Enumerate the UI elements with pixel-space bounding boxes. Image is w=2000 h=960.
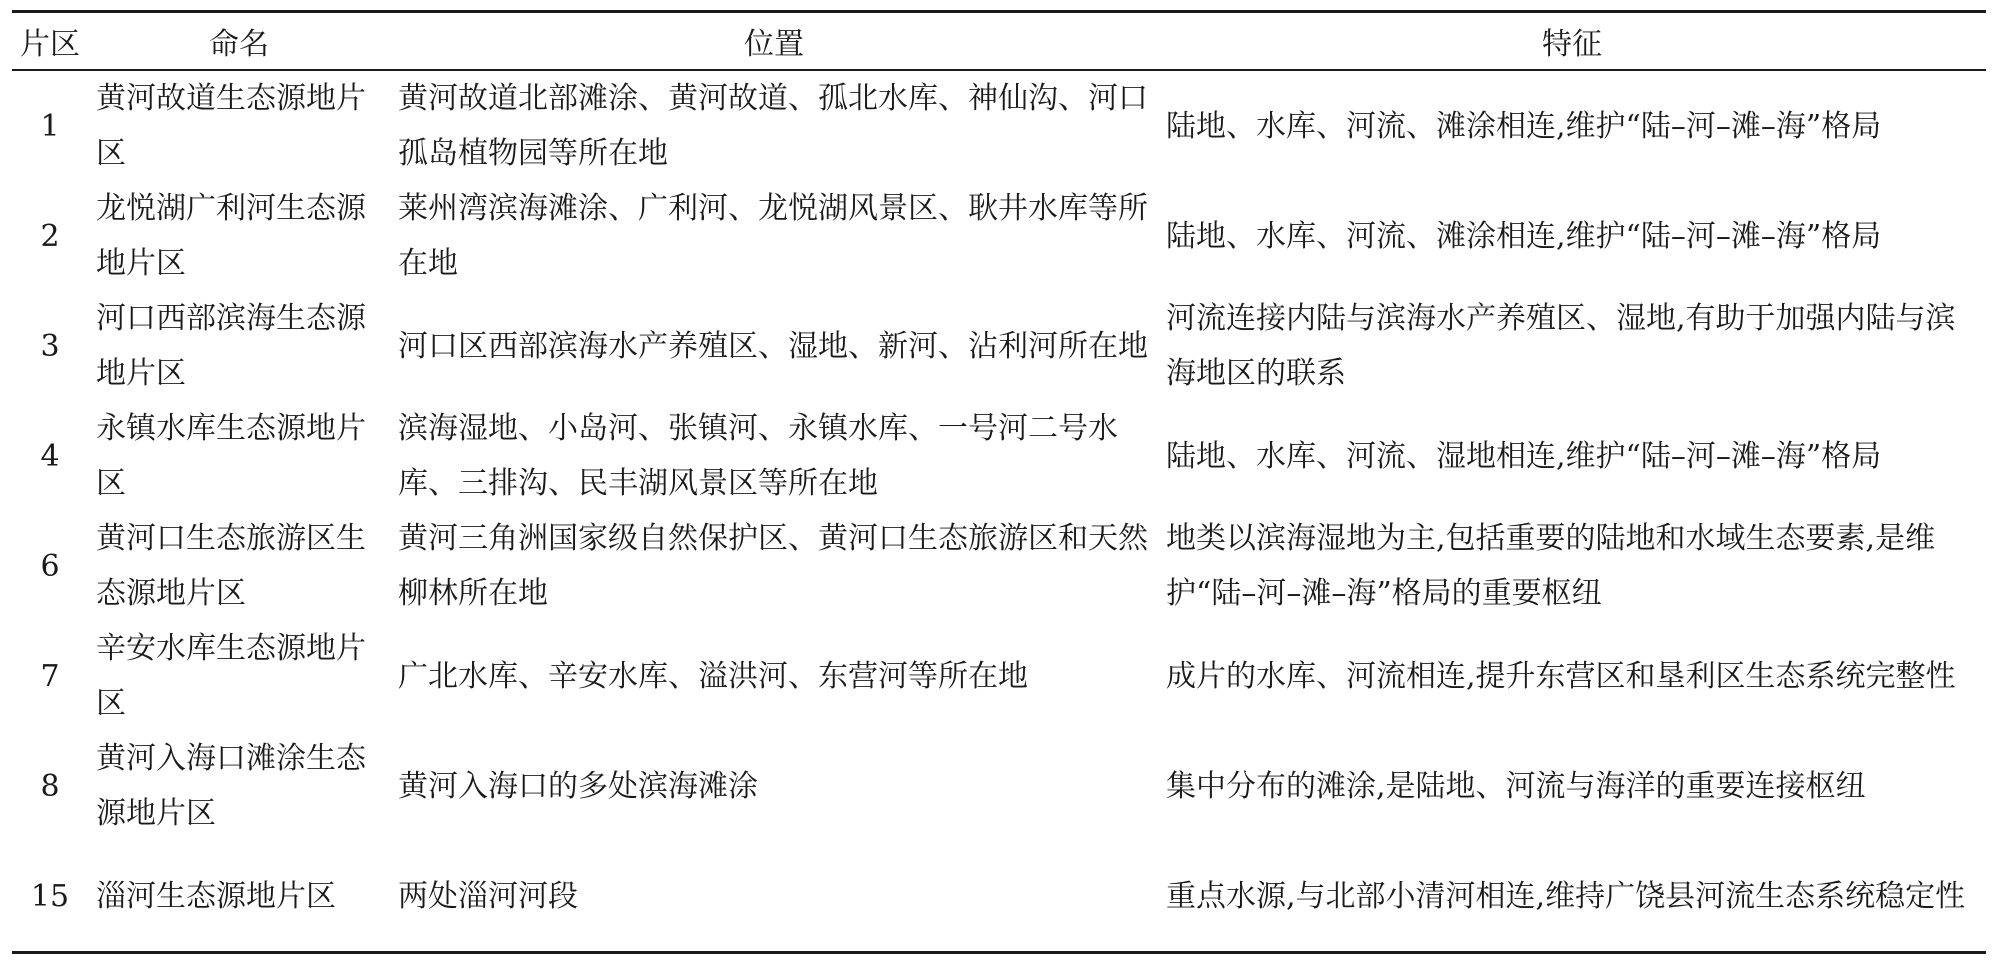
ecological-source-table: [12, 10, 1986, 954]
table-row: [12, 511, 1986, 621]
header-name: 命名: [88, 12, 390, 71]
table-row: [12, 181, 1986, 291]
header-feature: 特征: [1158, 12, 1986, 71]
header-zone: 片区: [12, 12, 88, 71]
zone-location: 黄河故道北部滩涂、黄河故道、孤北水库、神仙沟、河口孤岛植物园等所在地: [398, 81, 1148, 171]
table-container: [12, 10, 1986, 954]
zone-id: 3: [40, 328, 60, 364]
zone-id: 4: [40, 438, 60, 474]
zone-feature: 重点水源,与北部小清河相连,维持广饶县河流生态系统稳定性: [1166, 878, 1966, 914]
table-row: [12, 401, 1986, 511]
zone-location: 滨海湿地、小岛河、张镇河、永镇水库、一号河二号水库、三排沟、民丰湖风景区等所在地: [398, 411, 1118, 501]
zone-location: 河口区西部滨海水产养殖区、湿地、新河、沾利河所在地: [398, 328, 1148, 364]
zone-id: 2: [40, 218, 60, 254]
zone-name: 黄河入海口滩涂生态源地片区: [96, 741, 366, 831]
table-row: [12, 731, 1986, 841]
zone-id: 6: [40, 548, 60, 584]
zone-name: 黄河口生态旅游区生态源地片区: [96, 521, 366, 611]
zone-name: 淄河生态源地片区: [96, 878, 336, 914]
zone-location: 黄河入海口的多处滨海滩涂: [398, 768, 758, 804]
zone-feature: 地类以滨海湿地为主,包括重要的陆地和水域生态要素,是维护“陆–河–滩–海”格局的重要枢纽: [1166, 521, 1936, 611]
zone-feature: 陆地、水库、河流、滩涂相连,维护“陆–河–滩–海”格局: [1166, 218, 1882, 254]
header-row: [12, 12, 1986, 71]
zone-name: 河口西部滨海生态源地片区: [96, 301, 366, 391]
zone-id: 8: [40, 768, 60, 804]
zone-location: 莱州湾滨海滩涂、广利河、龙悦湖风景区、耿井水库等所在地: [398, 191, 1148, 281]
header-location: 位置: [390, 12, 1158, 71]
zone-location: 广北水库、辛安水库、溢洪河、东营河等所在地: [398, 658, 1028, 694]
zone-id: 7: [40, 658, 60, 694]
table-row: [12, 291, 1986, 401]
zone-name: 龙悦湖广利河生态源地片区: [96, 191, 366, 281]
table-row: [12, 841, 1986, 953]
zone-feature: 陆地、水库、河流、滩涂相连,维护“陆–河–滩–海”格局: [1166, 108, 1882, 144]
zone-id: 1: [40, 108, 60, 144]
zone-feature: 集中分布的滩涂,是陆地、河流与海洋的重要连接枢纽: [1166, 768, 1866, 804]
table-row: [12, 621, 1986, 731]
table-row: [12, 70, 1986, 181]
zone-feature: 陆地、水库、河流、湿地相连,维护“陆–河–滩–海”格局: [1166, 438, 1882, 474]
zone-location: 两处淄河河段: [398, 878, 578, 914]
zone-name: 辛安水库生态源地片区: [96, 631, 366, 721]
zone-location: 黄河三角洲国家级自然保护区、黄河口生态旅游区和天然柳林所在地: [398, 521, 1148, 611]
zone-feature: 成片的水库、河流相连,提升东营区和垦利区生态系统完整性: [1166, 658, 1956, 694]
zone-id: 15: [30, 878, 70, 914]
zone-feature: 河流连接内陆与滨海水产养殖区、湿地,有助于加强内陆与滨海地区的联系: [1166, 301, 1956, 391]
zone-name: 永镇水库生态源地片区: [96, 411, 366, 501]
zone-name: 黄河故道生态源地片区: [96, 81, 366, 171]
